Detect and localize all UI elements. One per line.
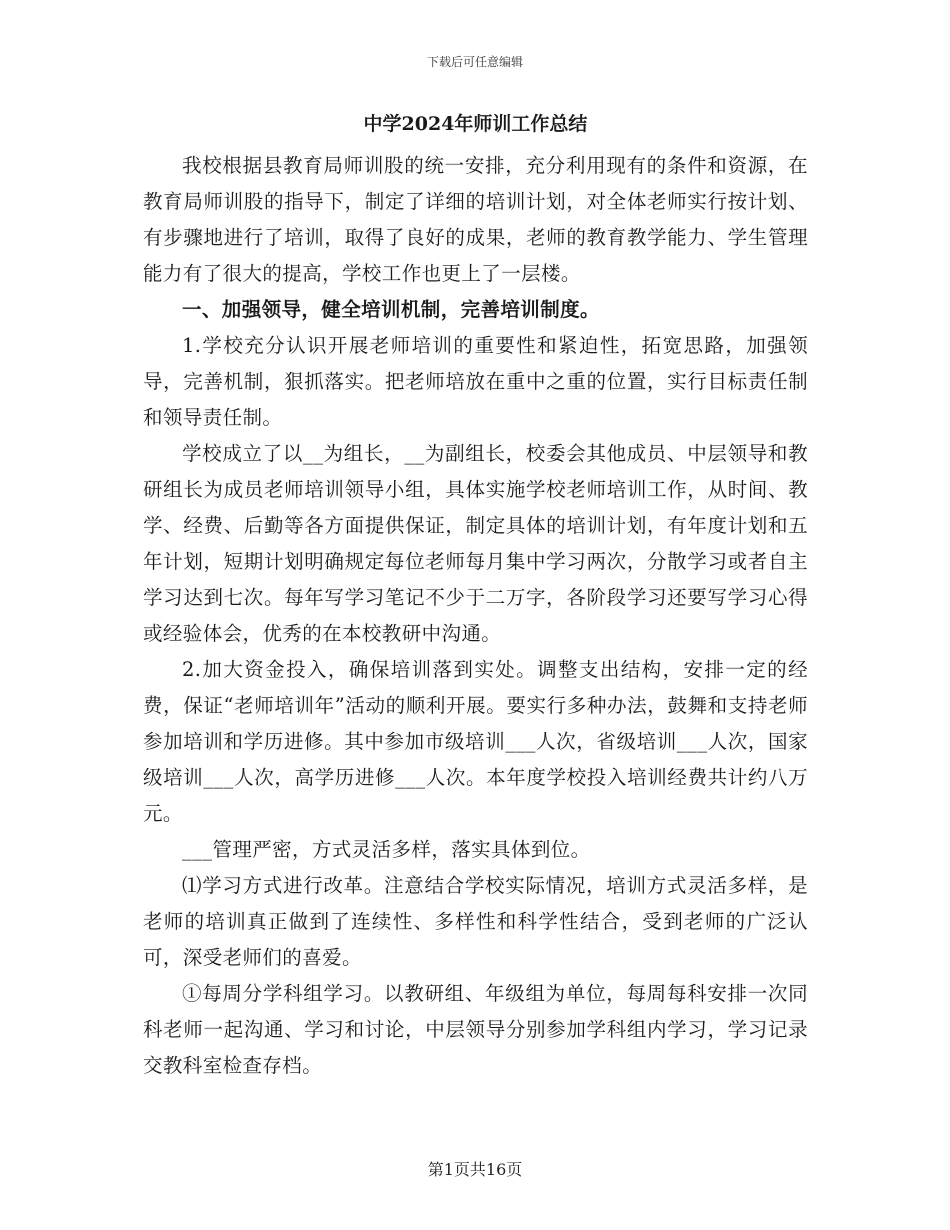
document-body bbox=[143, 110, 808, 1084]
paragraph-item-1: 1.学校充分认识开展老师培训的重要性和紧迫性，拓宽思路，加强领导，完善机制，狠抓落实。把老师培放在重中之重的位置，实行目标责任制和领导责任制。 bbox=[143, 334, 808, 429]
paragraph-item-2: 2.加大资金投入，确保培训落到实处。调整支出结构，安排一定的经费，保证“老师培训年”活动的顺利开展。要实行多种办法，鼓舞和支持老师参加培训和学历进修。其中参加市级培训___人次，省级培训___人次，国家级培训___人次，高学历进修___人次。本年度学校投入培训经费共计约八万元。 bbox=[143, 658, 808, 825]
paragraph-intro: 我校根据县教育局师训股的统一安排，充分利用现有的条件和资源，在教育局师训股的指导下，制定了详细的培训计划，对全体老师实行按计划、有步骤地进行了培训，取得了良好的成果，老师的教育教学能力、学生管理能力有了很大的提高，学校工作也更上了一层楼。 bbox=[143, 154, 808, 285]
paragraph-sub-1: ⑴学习方式进行改革。注意结合学校实际情况，培训方式灵活多样，是老师的培训真正做到了连续性、多样性和科学性结合，受到老师的广泛认可，深受老师们的喜爱。 bbox=[143, 874, 808, 969]
page-header-note: 下载后可任意编辑 bbox=[426, 55, 523, 69]
page-number: 第1页共16页 bbox=[427, 1160, 523, 1179]
paragraph-leadership-group: 学校成立了以__为组长，__为副组长，校委会其他成员、中层领导和教研组长为成员老师培训领导小组，具体实施学校老师培训工作，从时间、教学、经费、后勤等各方面提供保证，制定具体的培训计划，有年度计划和五年计划，短期计划明确规定每位老师每月集中学习两次，分散学习或者自主学习达到七次。每年写学习笔记不少于二万字，各阶段学习还要写学习心得或经验体会，优秀的在本校教研中沟通。 bbox=[143, 442, 808, 645]
paragraph-management: ___管理严密，方式灵活多样，落实具体到位。 bbox=[182, 838, 591, 861]
document-title: 中学2024年师训工作总结 bbox=[363, 113, 588, 135]
paragraph-sub-1-a: ①每周分学科组学习。以教研组、年级组为单位，每周每科安排一次同科老师一起沟通、学习和讨论，中层领导分别参加学科组内学习，学习记录交教科室检查存档。 bbox=[143, 982, 808, 1077]
section-heading-1: 一、加强领导，健全培训机制，完善培训制度。 bbox=[182, 298, 600, 321]
